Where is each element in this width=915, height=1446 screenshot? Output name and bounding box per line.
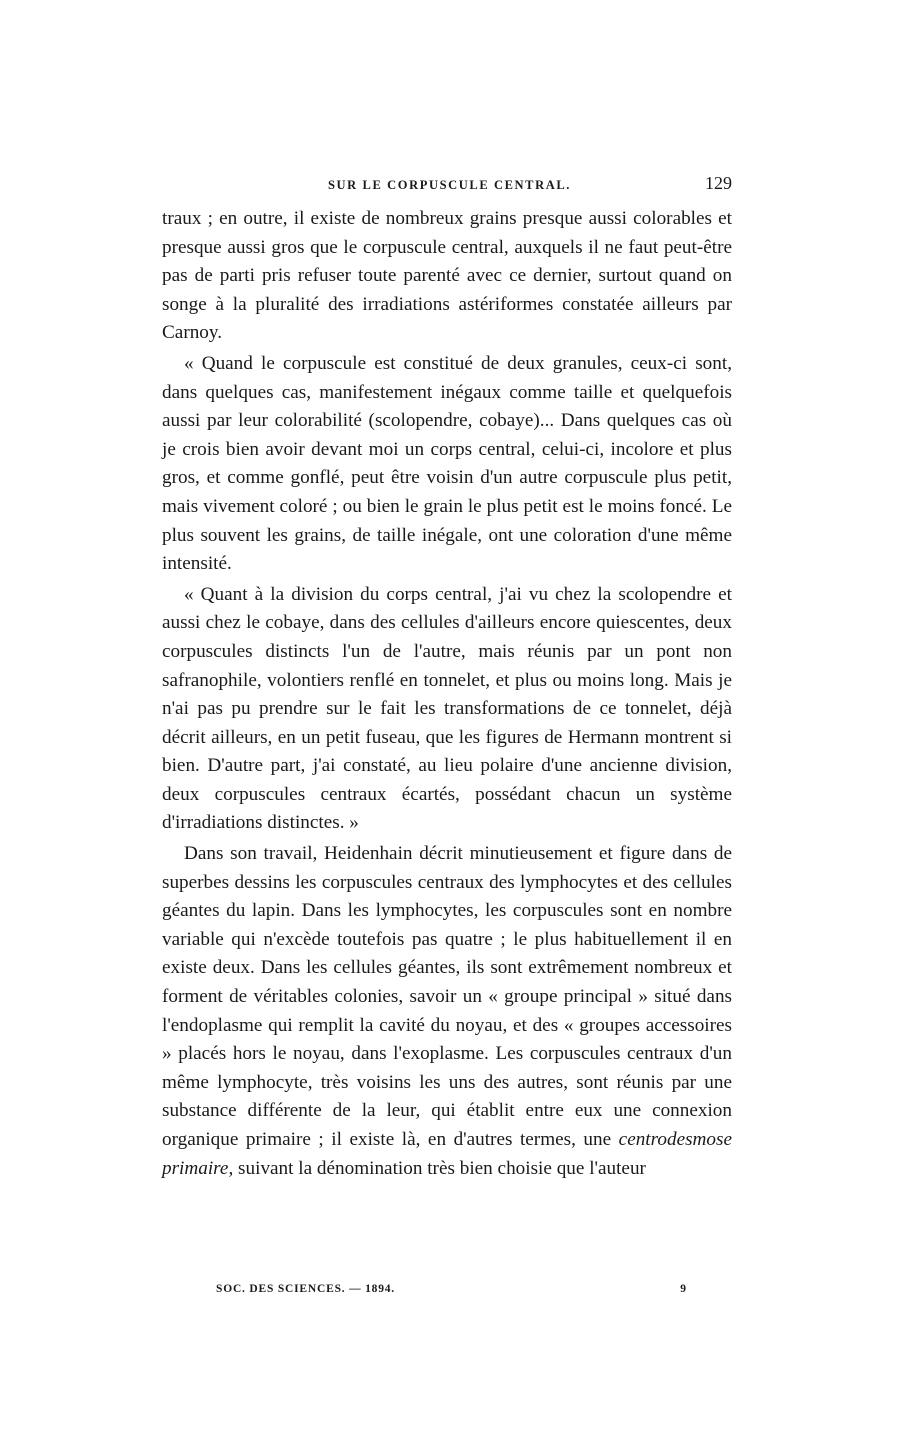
paragraph-1: traux ; en outre, il existe de nombreux grains presque aussi colorables et presque aussi gros que le corpuscule central, auxquels il ne faut peut-être pas de parti pris refuser toute parenté avec ce dernier, surtout quand on songe à la pluralité des irradiations astériformes constatée ailleurs par Carnoy. bbox=[162, 208, 732, 344]
page-number: 129 bbox=[705, 173, 732, 193]
footer-imprint: SOC. DES SCIENCES. — 1894. bbox=[216, 1283, 395, 1295]
paragraph-4 bbox=[162, 840, 732, 1183]
paragraph-3-quote: « Quant à la division du corps central, j'ai vu chez la scolopendre et aussi chez le cobaye, dans des cellules d'ailleurs encore quiescentes, deux corpuscules distincts l'un de l'autre, mais réunis par un pont non safranophile, volontiers renflé en tonnelet, et plus ou moins long. Mais je n'ai pas pu prendre sur le fait les transformations de ce tonnelet, déjà décrit ailleurs, en un petit fuseau, que les figures de Hermann montrent si bien. D'autre part, j'ai constaté, au lieu polaire d'une ancienne division, deux corpuscules centraux écartés, possédant chacun un système d'irradiations distinctes. » bbox=[162, 583, 732, 834]
paragraph-4-italic-term: centrodesmose primaire, bbox=[162, 1129, 732, 1179]
paragraph-4-text-a: Dans son travail, Heidenhain décrit minutieusement et figure dans de superbes dessins les corpuscules centraux des lymphocytes et des cellules géantes du lapin. Dans les lymphocytes, les corpuscules sont en nombre variable qui n'excède toutefois pas quatre ; le plus habituellement il en existe deux. Dans les cellules géantes, ils sont extrêmement nombreux et forment de véritables colonies, savoir un « groupe principal » situé dans l'endoplasme qui remplit la cavité du noyau, et des « groupes accessoires » placés hors le noyau, dans l'exoplasme. Les corpuscules centraux d'un même lymphocyte, très voisins les uns des autres, sont réunis par une substance différente de la leur, qui établit entre eux une connexion organique primaire ; il existe là, en d'autres termes, une bbox=[162, 843, 732, 1150]
body-text bbox=[162, 205, 732, 1183]
paragraph-2-quote: « Quand le corpuscule est constitué de deux granules, ceux-ci sont, dans quelques cas, manifestement inégaux comme taille et quelquefois aussi par leur colorabilité (scolopendre, cobaye)... Dans quelques cas où je crois bien avoir devant moi un corps central, celui-ci, incolore et plus gros, et comme gonflé, peut être voisin d'un autre corpuscule plus petit, mais vivement coloré ; ou bien le grain le plus petit est le moins foncé. Le plus souvent les grains, de taille inégale, ont une coloration d'une même intensité. bbox=[162, 352, 732, 575]
running-title: SUR LE CORPUSCULE CENTRAL. bbox=[328, 178, 572, 192]
signature-mark: 9 bbox=[680, 1283, 686, 1295]
page-footer bbox=[216, 1283, 686, 1301]
running-head bbox=[162, 173, 732, 198]
paragraph-4-text-b: suivant la dénomination très bien choisie que l'auteur bbox=[233, 1157, 646, 1179]
